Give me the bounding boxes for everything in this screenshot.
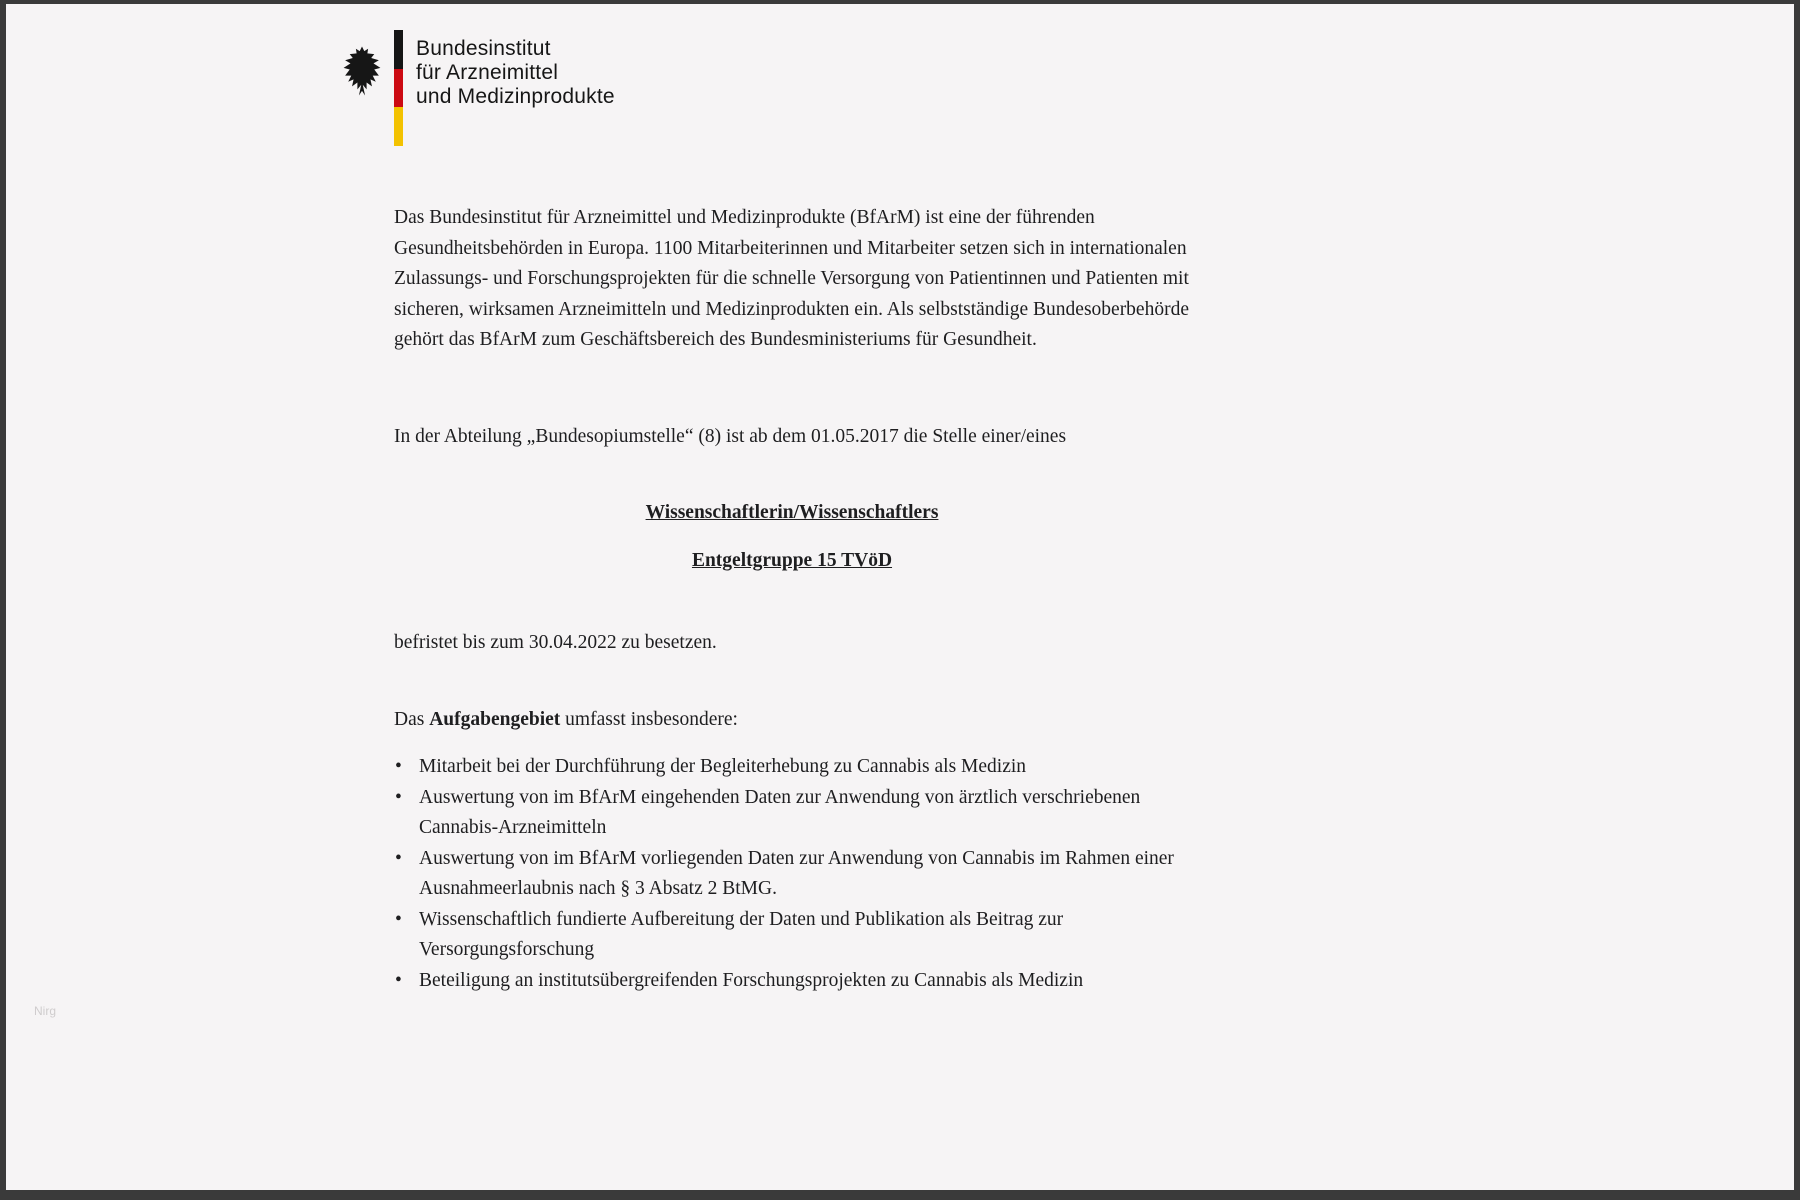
tasks-intro-suffix: umfasst insbesondere: [560,709,738,730]
task-text: Auswertung von im BfArM vorliegenden Daten zur Anwendung von Cannabis im Rahmen einer Ausnahmeerlaubnis nach § 3 Absatz 2 BtMG. [419,847,1174,899]
german-flag-stripe [394,30,403,146]
federal-eagle-icon [339,36,385,106]
bullet-icon: • [395,786,402,808]
list-item [394,905,1190,966]
tasks-intro-line [394,705,1190,736]
list-item [394,752,1190,783]
bfarm-logo [339,30,615,146]
flag-black-segment [394,30,403,69]
task-text: Beteiligung an institutsübergreifenden Forschungsprojekten zu Cannabis als Medizin [419,969,1084,991]
bullet-icon: • [395,969,402,991]
pay-grade-line: Entgeltgruppe 15 TVöD [691,550,893,571]
org-name-line-2: für Arzneimittel [416,61,559,84]
list-item [394,844,1190,905]
flag-gold-segment [394,107,403,146]
bullet-icon: • [395,756,402,777]
watermark: Nirg [34,1004,57,1018]
tasks-intro-prefix: Das [394,709,430,730]
bullet-icon: • [395,847,402,869]
org-name [416,37,615,109]
list-item [394,966,1190,997]
tasks-list [394,752,1190,996]
task-text: Mitarbeit bei der Durchführung der Begleiterhebung zu Cannabis als Medizin [419,756,1027,777]
position-title: Wissenschaftlerin/Wissenschaftlers [645,502,939,523]
org-name-line-1: Bundesinstitut [416,37,551,60]
list-item [394,783,1190,844]
task-text: Wissenschaftlich fundierte Aufbereitung der Daten und Publikation als Beitrag zur Versorgungsforschung [419,908,1064,960]
tasks-intro-bold: Aufgabengebiet [429,709,561,730]
intro-paragraph: Das Bundesinstitut für Arzneimittel und Medizinprodukte (BfArM) ist eine der führenden Gesundheitsbehörden in Europa. 1100 Mitarbeiterinnen und Mitarbeiter setzen sich in internationalen Zulassungs- und Forschungsprojekten für die schnelle Versorgung von Patientinnen und Patienten mit sicheren, wirksamen Arzneimitteln und Medizinprodukten ein. Als selbstständige Bundesoberbehörde gehört das BfArM zum Geschäftsbereich des Bundesministeriums für Gesundheit. [394,207,1189,350]
department-line: In der Abteilung „Bundesopiumstelle“ (8) ist ab dem 01.05.2017 die Stelle einer/eines [394,426,1067,447]
term-line: befristet bis zum 30.04.2022 zu besetzen. [394,632,717,653]
task-text: Auswertung von im BfArM eingehenden Daten zur Anwendung von ärztlich verschriebenen Cannabis-Arzneimitteln [419,786,1141,838]
bullet-icon: • [395,908,402,930]
flag-red-segment [394,69,403,108]
org-name-line-3: und Medizinprodukte [416,85,615,108]
